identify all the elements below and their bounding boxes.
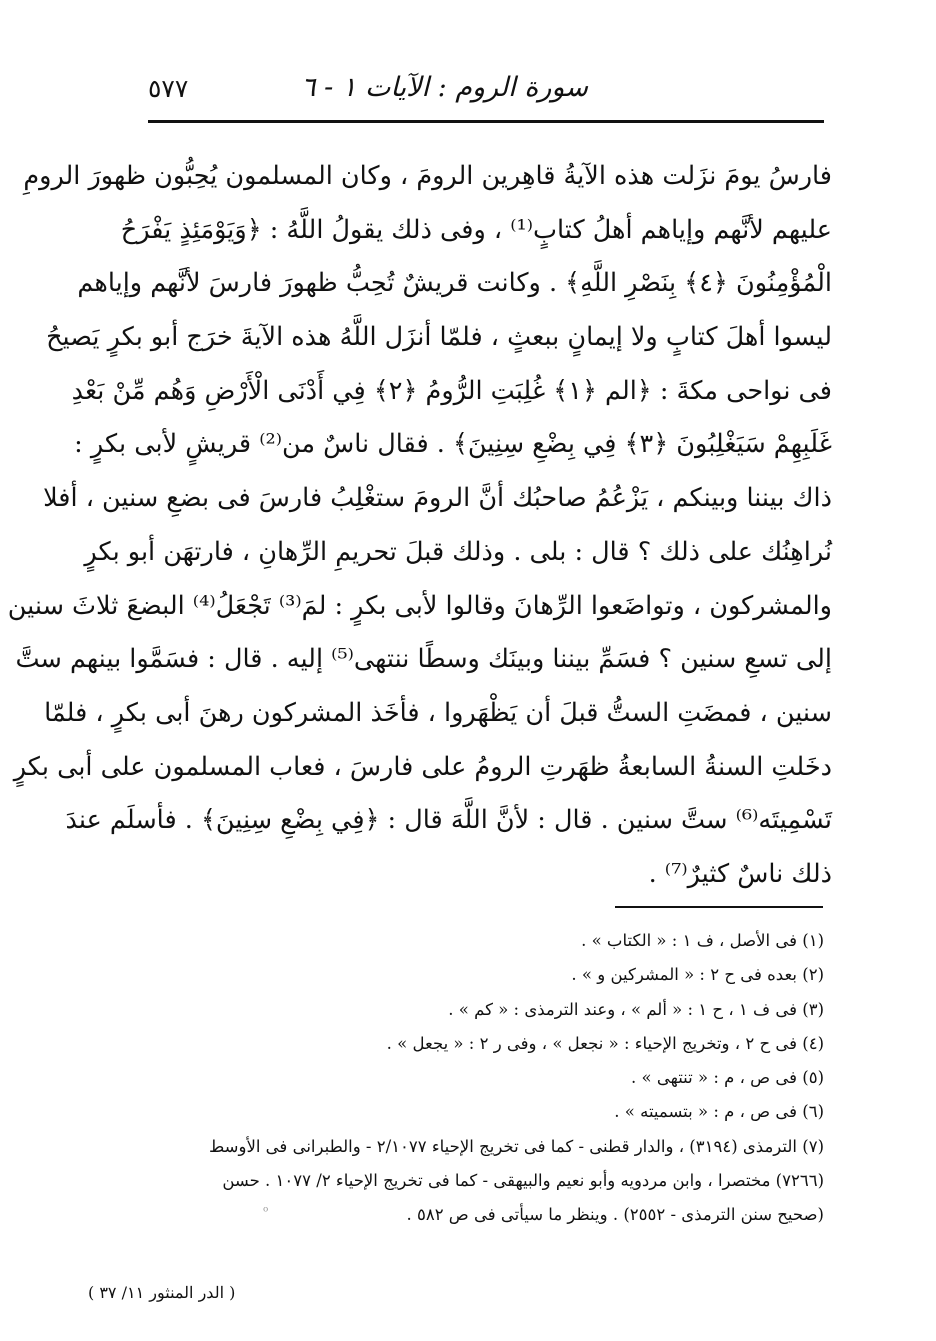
running-title: سورة الروم : الآيات ١ - ٦ <box>301 72 588 103</box>
text-line: فارسُ يومَ نزَلت هذه الآيةُ قاهِرين الرومَ ، وكان المسلمون يُحِبُّون ظهورَ الرومِ <box>23 161 832 191</box>
footnote: (صحيح سنن الترمذى - ٢٥٥٢) . وينظر ما سيأتى فى ص ٥٨٢ . <box>406 1205 824 1225</box>
header-rule <box>148 120 824 123</box>
footnote: (٥) فى ص ، م : « تنتهى » . <box>631 1068 824 1088</box>
text-line: سنين ، فمضَتِ الستُّ قبلَ أن يَظْهَروا ، فأخَذ المشركون رهنَ أبى بكرٍ ، فلمّا <box>44 697 832 728</box>
text-line: دخَلتِ السنةُ السابعةُ ظهَرتِ الرومُ على فارسَ ، فعاب المسلمون على أبى بكرٍ <box>13 751 832 782</box>
text-line: نُراهِنُك على ذلك ؟ قال : بلى . وذلك قبلَ تحريمِ الرِّهانِ ، فارتهَن أبو بكرٍ <box>84 536 832 567</box>
footnote: (٢) بعده فى ح ٢ : « المشركين و » . <box>571 965 824 985</box>
text-line: فى نواحى مكةَ : ﴿الم ﴿١﴾ غُلِبَتِ الرُّومُ ﴿٢﴾ فِي أَدْنَى الْأَرْضِ وَهُم مِّنْ بَعْدِ <box>71 375 832 406</box>
text-line: الْمُؤْمِنُونَ ﴿٤﴾ بِنَصْرِ اللَّهِ﴾ . وكانت قريشٌ تُحِبُّ ظهورَ فارسَ لأنَّهم وإياهم <box>77 268 832 299</box>
stray-mark-icon: ᵒ <box>263 1204 269 1220</box>
text-line: تَسْمِيتَه⁽⁶⁾ ستَّ سنين . قال : لأنَّ اللَّهَ قال : ﴿فِي بِضْعِ سِنِينَ﴾ . فأسلَم عندَ <box>65 805 832 836</box>
footnotes <box>112 924 824 1233</box>
footnote: (٤) فى ح ٢ ، وتخريج الإحياء : « نجعل » ، وفى ر ٢ : « يجعل » . <box>386 1033 824 1053</box>
text-line: عليهم لأنَّهم وإياهم أهلُ كتابٍ⁽¹⁾ ، وفى ذلك يقولُ اللَّهُ : ﴿وَيَوْمَئِذٍ يَفْرَحُ <box>120 214 832 245</box>
footnote-separator <box>615 906 823 908</box>
text-line: إلى تسعِ سنين ؟ فسَمِّ بيننا وبينَك وسطًا ننتهى⁽⁵⁾ إليه . قال : فسَمَّوا بينهم ستَّ <box>15 644 832 675</box>
main-text <box>7 150 832 902</box>
footnote: (٣) فى ف ١ ، ح ١ : « ألم » ، وعند الترمذى : « كم » . <box>448 999 824 1019</box>
footnote: (٧٢٦٦) مختصرا ، وابن مردويه وأبو نعيم والبيهقى - كما فى تخريج الإحياء ٢/ ١٠٧٧ . حسن <box>222 1171 824 1191</box>
volume-signature: ( الدر المنثور ١١/ ٣٧ ) <box>88 1283 236 1302</box>
footnote: (١) فى الأصل ، ف ١ : « الكتاب » . <box>581 931 824 950</box>
text-line: والمشركون ، وتواضَعوا الرِّهانَ وقالوا لأبى بكرٍ : لمَ⁽³⁾ تَجْعَلُ⁽⁴⁾ البضعَ ثلاثَ سنين <box>7 590 832 621</box>
text-line: ليسوا أهلَ كتابٍ ولا إيمانٍ ببعثٍ ، فلمّا أنزَل اللَّهُ هذه الآيةَ خرَج أبو بكرٍ يَصيحُ <box>46 322 832 353</box>
page-number: ٥٧٧ <box>148 74 189 103</box>
text-line: غَلَبِهِمْ سَيَغْلِبُونَ ﴿٣﴾ فِي بِضْعِ سِنِينَ﴾ . فقال ناسٌ من⁽²⁾ قريشٍ لأبى بكرٍ : <box>74 429 832 460</box>
text-line: ذاك بيننا وبينكم ، يَزْعُمُ صاحبُك أنَّ الرومَ ستغْلِبُ فارسَ فى بضعِ سنين ، أفلا <box>43 483 832 514</box>
footnote: (٦) فى ص ، م : « بتسميته » . <box>614 1102 824 1122</box>
page-header <box>148 72 824 118</box>
footnote: (٧) الترمذى (٣١٩٤) ، والدار قطنى - كما فى تخريج الإحياء ٢/١٠٧٧ - والطبرانى فى الأوسط <box>208 1136 824 1156</box>
text-line: ذلك ناسٌ كثيرٌ⁽⁷⁾ . <box>648 858 832 889</box>
